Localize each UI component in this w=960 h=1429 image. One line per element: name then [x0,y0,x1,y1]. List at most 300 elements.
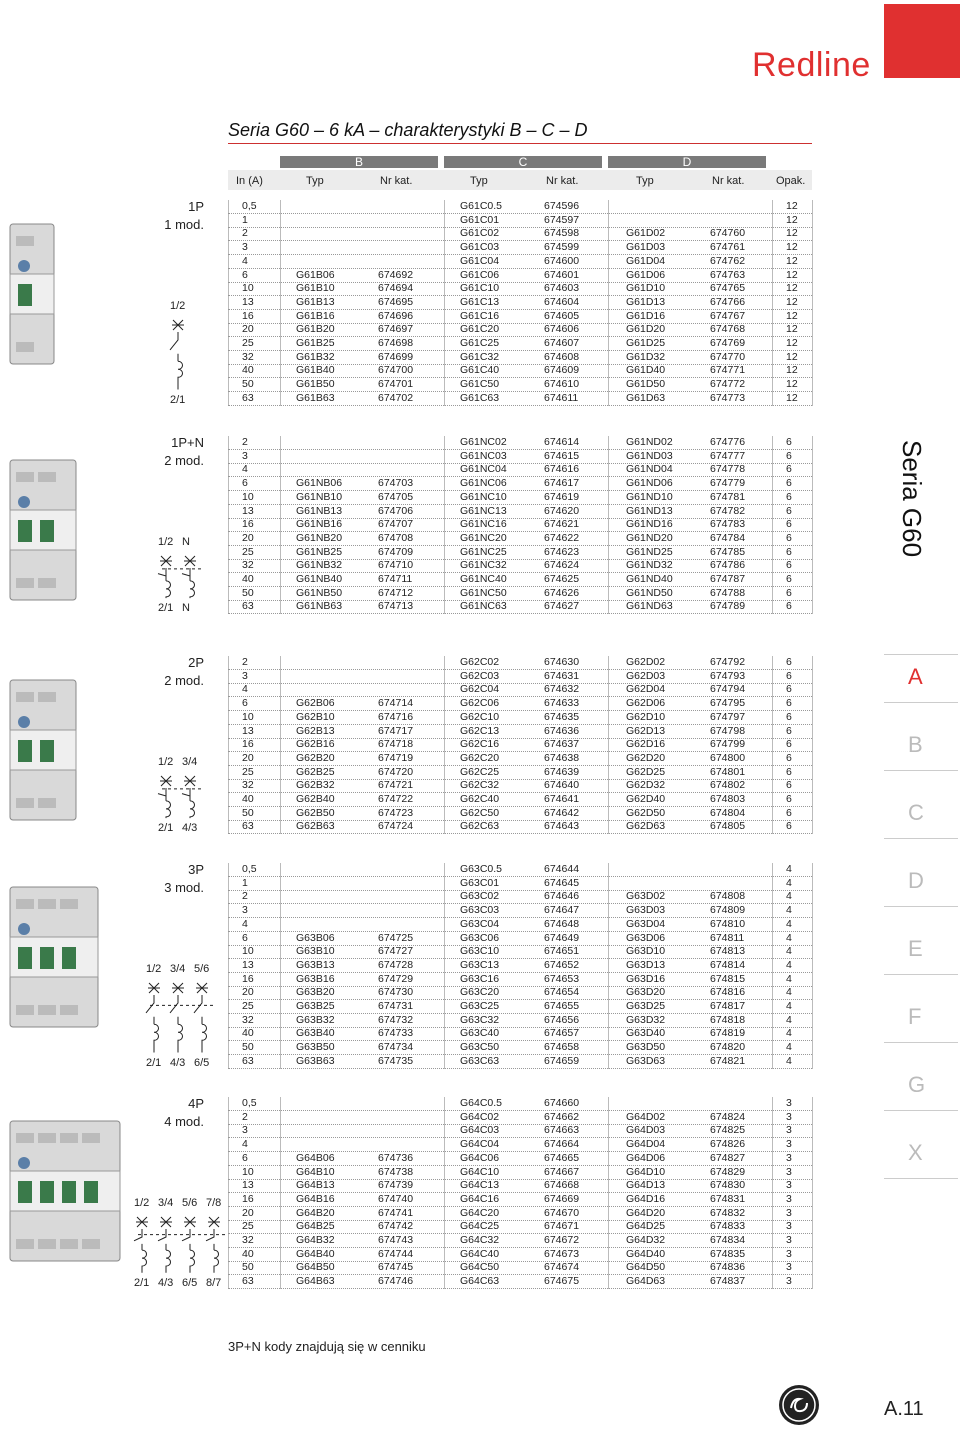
cell-d-nr: 674793 [710,669,746,682]
cell-c-nr: 674641 [544,793,580,805]
cell-c-nr: 674664 [544,1138,580,1151]
terminal-label-bottom: N [182,602,190,615]
cell-d-typ: G62D16 [626,738,666,751]
cell-c-nr: 674637 [544,738,580,751]
cell-d-typ: G62D20 [626,751,666,764]
terminal-label-bottom: 4/3 [182,822,198,835]
cell-d-nr: 674825 [710,1124,746,1137]
cell-b-typ: G63B10 [296,945,335,958]
cell-b-nr: 674707 [378,518,414,531]
cell-in: 4 [242,463,248,476]
cell-b-typ: G62B40 [296,793,335,805]
cell-b-typ: G64B63 [296,1275,335,1288]
cell-c-nr: 674659 [544,1054,580,1067]
cell-c-nr: 674655 [544,1000,580,1012]
cell-c-typ: G63C25 [460,1000,500,1012]
side-index-letter[interactable]: X [908,1140,923,1165]
table-row [228,766,812,780]
cell-in: 40 [242,1247,254,1260]
cell-d-nr: 674832 [710,1206,746,1219]
cell-opak: 6 [786,710,792,723]
cell-d-nr: 674777 [710,449,746,462]
cell-opak: 3 [786,1097,792,1109]
cell-d-nr: 674785 [710,545,746,558]
cell-d-typ: G61D10 [626,282,666,295]
cell-d-typ: G64D06 [626,1151,666,1164]
cell-in: 13 [242,1179,254,1192]
table-row [228,890,812,904]
cell-b-typ: G64B13 [296,1179,335,1192]
terminal-label-top: 3/4 [158,1197,174,1209]
cell-d-nr: 674761 [710,241,746,254]
side-index-letter[interactable]: F [908,1004,922,1029]
cell-in: 32 [242,779,254,792]
cell-in: 2 [242,656,248,668]
terminal-label-bottom: 2/1 [158,602,174,615]
cell-c-nr: 674631 [544,669,580,682]
cell-d-nr: 674760 [710,227,746,240]
cell-c-nr: 674658 [544,1041,580,1054]
cell-opak: 4 [786,945,792,958]
cell-b-typ: G63B25 [296,1000,335,1012]
cell-d-nr: 674773 [710,391,746,404]
cell-b-nr: 674727 [378,945,414,958]
cell-d-typ: G61ND06 [626,477,673,490]
cell-d-nr: 674770 [710,350,746,363]
cell-d-typ: G61D02 [626,227,666,240]
cell-opak: 4 [786,931,792,944]
cell-in: 2 [242,436,248,448]
cell-c-nr: 674621 [544,518,580,531]
terminal-label-bottom: 6/5 [182,1276,198,1289]
cell-opak: 12 [786,364,798,377]
table-row [228,518,812,532]
cell-in: 4 [242,683,248,696]
side-index-divider [884,1110,958,1111]
cell-d-typ: G62D32 [626,779,666,792]
cell-d-typ: G61D04 [626,254,666,267]
cell-c-nr: 674639 [544,765,580,778]
cell-c-nr: 674670 [544,1206,580,1219]
cell-d-nr: 674830 [710,1179,746,1192]
module-count: 2 mod. [164,673,204,688]
cell-d-typ: G62D10 [626,710,666,723]
cell-c-nr: 674614 [544,436,580,448]
terminal-label-top: 1/2 [146,963,162,975]
cell-b-typ: G61B16 [296,309,335,322]
side-index-divider [884,702,958,703]
cell-b-nr: 674743 [378,1234,414,1246]
side-index-divider [884,1178,958,1179]
table-row [228,1261,812,1275]
table-row [228,1041,812,1055]
cell-opak: 4 [786,917,792,930]
cell-c-nr: 674656 [544,1013,580,1026]
table-row [228,532,812,546]
cell-b-nr: 674736 [378,1151,414,1164]
cell-d-typ: G61D06 [626,268,666,281]
cell-b-typ: G61B13 [296,295,335,308]
cell-b-typ: G61B40 [296,364,335,377]
pole-type: 2P [188,655,204,670]
cell-opak: 4 [786,1027,792,1040]
cell-opak: 3 [786,1192,792,1205]
cell-d-typ: G64D32 [626,1234,666,1246]
cell-c-typ: G61C02 [460,227,500,240]
cell-d-nr: 674805 [710,820,746,833]
cell-c-nr: 674617 [544,477,580,490]
cell-d-typ: G64D02 [626,1110,666,1123]
side-index-divider [884,906,958,907]
cell-d-typ: G61D03 [626,241,666,254]
cell-opak: 6 [786,820,792,833]
cell-b-nr: 674717 [378,724,414,737]
cell-c-typ: G61C10 [460,282,500,295]
table-row [228,559,812,573]
cell-c-typ: G61NC25 [460,545,507,558]
cell-in: 3 [242,449,248,462]
cell-b-nr: 674729 [378,972,414,985]
cell-b-typ: G61B06 [296,268,335,281]
cell-d-nr: 674824 [710,1110,746,1123]
cell-b-typ: G62B06 [296,697,335,710]
cell-b-typ: G63B16 [296,972,335,985]
cell-d-typ: G61D32 [626,350,666,363]
cell-opak: 3 [786,1124,792,1137]
side-index-letter[interactable]: C [908,800,924,825]
cell-c-typ: G62C20 [460,751,500,764]
table-row [228,918,812,932]
cell-d-typ: G61D50 [626,378,666,391]
cell-d-nr: 674826 [710,1138,746,1151]
cell-d-nr: 674821 [710,1054,746,1067]
cell-b-nr: 674706 [378,504,414,517]
cell-opak: 6 [786,697,792,710]
module-count: 1 mod. [164,217,204,232]
table-row [228,546,812,560]
cell-b-nr: 674697 [378,323,414,336]
cell-opak: 12 [786,295,798,308]
cell-c-nr: 674608 [544,350,580,363]
cell-c-typ: G61NC13 [460,504,507,517]
cell-d-nr: 674799 [710,738,746,751]
cell-c-typ: G62C50 [460,806,500,819]
cell-b-nr: 674718 [378,738,414,751]
cell-d-typ: G61ND25 [626,545,673,558]
cell-d-typ: G64D40 [626,1247,666,1260]
cell-c-typ: G61C06 [460,268,500,281]
cell-c-nr: 674671 [544,1220,580,1233]
cell-c-nr: 674646 [544,890,580,903]
cell-in: 16 [242,309,254,322]
cell-d-nr: 674771 [710,364,746,377]
cell-in: 10 [242,1165,254,1178]
cell-d-typ: G63D02 [626,890,666,903]
table-row [228,450,812,464]
table-row [228,863,812,877]
cell-b-nr: 674705 [378,490,414,503]
cell-opak: 3 [786,1234,792,1246]
cell-b-nr: 674711 [378,573,413,585]
pole-label [120,198,204,234]
cell-c-nr: 674624 [544,559,580,572]
cell-d-typ: G63D50 [626,1041,666,1054]
cell-c-typ: G62C03 [460,669,500,682]
cell-c-typ: G63C03 [460,904,500,917]
table-row [228,932,812,946]
side-index-letter[interactable]: G [908,1072,926,1097]
cell-c-typ: G64C63 [460,1275,500,1288]
cell-opak: 4 [786,958,792,971]
table-row [228,725,812,739]
cell-opak: 6 [786,656,792,668]
cell-b-nr: 674708 [378,531,414,544]
cell-c-nr: 674648 [544,917,580,930]
page-number: A.11 [884,1398,924,1420]
table-row [228,269,812,283]
cell-in: 20 [242,986,254,999]
cell-opak: 3 [786,1275,792,1288]
cell-b-typ: G61NB06 [296,477,343,490]
cell-in: 63 [242,600,254,613]
side-index-letter[interactable]: B [908,732,923,757]
cell-c-typ: G62C13 [460,724,500,737]
cell-in: 32 [242,1234,254,1246]
page-title: Seria G60 – 6 kA – charakterystyki B – C – D [228,120,588,140]
cell-opak: 6 [786,683,792,696]
cell-c-typ: G63C10 [460,945,500,958]
cell-b-typ: G61NB16 [296,518,343,531]
terminal-label-top: 3/4 [170,963,186,975]
col-header-nr-c: Nr kat. [546,175,579,187]
cell-c-typ: G61NC03 [460,449,507,462]
cell-in: 13 [242,724,254,737]
table-row [228,255,812,269]
cell-b-nr: 674731 [378,1000,414,1012]
cell-opak: 6 [786,751,792,764]
cell-c-nr: 674610 [544,378,580,391]
cell-d-nr: 674837 [710,1275,746,1288]
cell-b-nr: 674721 [378,779,414,792]
cell-in: 2 [242,890,248,903]
breaker-image-icon [6,678,82,828]
table-row [228,1207,812,1221]
col-header-nr-b: Nr kat. [380,175,413,187]
cell-d-nr: 674788 [710,586,746,599]
cell-d-typ: G62D25 [626,765,666,778]
cell-b-nr: 674716 [378,710,414,723]
cell-opak: 6 [786,518,792,531]
cell-in: 50 [242,1041,254,1054]
cell-c-typ: G62C63 [460,820,500,833]
cell-in: 13 [242,958,254,971]
cell-d-nr: 674819 [710,1027,746,1040]
circuit-symbol-icon [144,979,226,1055]
cell-b-typ: G62B63 [296,820,335,833]
cell-in: 4 [242,917,248,930]
cell-d-nr: 674794 [710,683,746,696]
cell-opak: 6 [786,531,792,544]
cell-opak: 3 [786,1165,792,1178]
cell-c-typ: G64C25 [460,1220,500,1233]
cell-d-nr: 674801 [710,765,746,778]
cell-d-nr: 674797 [710,710,746,723]
cell-opak: 12 [786,213,798,226]
cell-d-nr: 674827 [710,1151,746,1164]
table-row [228,738,812,752]
table-row [228,752,812,766]
cell-b-nr: 674742 [378,1220,414,1233]
cell-d-nr: 674817 [710,1000,746,1012]
cell-b-nr: 674744 [378,1247,414,1260]
cell-c-typ: G64C10 [460,1165,500,1178]
table-row [228,904,812,918]
cell-d-typ: G62D63 [626,820,666,833]
cell-c-typ: G62C32 [460,779,500,792]
cell-d-typ: G61D25 [626,337,666,349]
cell-in: 20 [242,1206,254,1219]
cell-c-typ: G61NC10 [460,490,507,503]
cell-d-typ: G62D04 [626,683,666,696]
cell-d-nr: 674802 [710,779,746,792]
cell-opak: 12 [786,282,798,295]
cell-in: 3 [242,904,248,917]
group-header-b: B [280,156,438,168]
cell-b-typ: G64B20 [296,1206,335,1219]
cell-opak: 3 [786,1138,792,1151]
cell-d-typ: G61ND10 [626,490,673,503]
cell-in: 2 [242,227,248,240]
cell-d-nr: 674804 [710,806,746,819]
cell-c-nr: 674647 [544,904,580,917]
table-row [228,200,812,214]
cell-d-nr: 674818 [710,1013,746,1026]
cell-d-nr: 674769 [710,337,746,349]
cell-opak: 6 [786,793,792,805]
cell-d-typ: G61ND04 [626,463,673,476]
brand-title: Redline [752,46,871,84]
cell-b-nr: 674712 [378,586,414,599]
table-row [228,600,812,614]
table-row [228,1220,812,1234]
table-row [228,1152,812,1166]
side-index-letter[interactable]: E [908,936,923,961]
cell-b-typ: G62B50 [296,806,335,819]
cell-opak: 4 [786,1013,792,1026]
cell-d-nr: 674831 [710,1192,746,1205]
cell-d-nr: 674820 [710,1041,746,1054]
terminal-label-bottom: 6/5 [194,1056,210,1069]
cell-d-nr: 674779 [710,477,746,490]
cell-in: 0,5 [242,863,257,875]
cell-c-nr: 674649 [544,931,580,944]
pole-label [120,1095,204,1131]
terminal-label-top: 5/6 [182,1197,198,1209]
cell-c-nr: 674660 [544,1097,580,1109]
cell-c-nr: 674668 [544,1179,580,1192]
cell-c-nr: 674674 [544,1261,580,1274]
terminal-label-top: 1/2 [158,536,174,548]
cell-in: 6 [242,268,248,281]
cell-in: 63 [242,1275,254,1288]
cell-d-typ: G61ND02 [626,436,673,448]
cell-d-typ: G63D32 [626,1013,666,1026]
cell-c-nr: 674604 [544,295,580,308]
cell-in: 3 [242,1124,248,1137]
cell-d-nr: 674786 [710,559,746,572]
cell-in: 13 [242,295,254,308]
side-index-letter[interactable]: A [908,664,923,689]
cell-b-nr: 674722 [378,793,414,805]
module-count: 2 mod. [164,453,204,468]
cell-d-nr: 674815 [710,972,746,985]
breaker-image-icon [6,458,82,608]
footnote: 3P+N kody znajdują się w cenniku [228,1339,426,1354]
cell-in: 6 [242,477,248,490]
cell-opak: 6 [786,586,792,599]
cell-d-nr: 674778 [710,463,746,476]
cell-c-typ: G63C02 [460,890,500,903]
cell-b-nr: 674725 [378,931,414,944]
cell-opak: 3 [786,1151,792,1164]
cell-in: 50 [242,1261,254,1274]
cell-b-typ: G62B20 [296,751,335,764]
cell-c-typ: G63C0.5 [460,863,503,875]
cell-in: 32 [242,559,254,572]
cell-c-nr: 674669 [544,1192,580,1205]
cell-opak: 6 [786,779,792,792]
column-divider [812,863,813,1069]
cell-c-typ: G61NC20 [460,531,507,544]
cell-in: 25 [242,1220,254,1233]
cell-d-typ: G63D13 [626,958,666,971]
cell-b-nr: 674713 [378,600,414,613]
cell-c-nr: 674627 [544,600,580,613]
cell-d-nr: 674765 [710,282,746,295]
side-index-letter[interactable]: D [908,868,924,893]
cell-opak: 4 [786,1041,792,1054]
cell-c-nr: 674663 [544,1124,580,1137]
cell-c-typ: G63C01 [460,876,500,889]
col-header-in: In (A) [236,175,263,187]
cell-b-typ: G62B16 [296,738,335,751]
cell-d-typ: G63D03 [626,904,666,917]
cell-opak: 6 [786,724,792,737]
cell-b-typ: G61B50 [296,378,335,391]
cell-b-nr: 674702 [378,391,414,404]
table-row [228,1097,812,1111]
cell-opak: 3 [786,1206,792,1219]
terminal-label-top: 1/2 [134,1197,150,1209]
pole-type: 3P [188,862,204,877]
cell-d-typ: G63D04 [626,917,666,930]
cell-b-nr: 674746 [378,1275,414,1288]
cell-opak: 3 [786,1110,792,1123]
module-count: 3 mod. [164,880,204,895]
table-row [228,793,812,807]
breaker-image-icon [6,885,104,1035]
cell-c-nr: 674626 [544,586,580,599]
cell-opak: 4 [786,904,792,917]
cell-d-typ: G61D20 [626,323,666,336]
cell-b-typ: G61B32 [296,350,335,363]
cell-c-nr: 674665 [544,1151,580,1164]
cell-d-typ: G62D50 [626,806,666,819]
cell-b-typ: G63B63 [296,1054,335,1067]
cell-c-typ: G63C32 [460,1013,500,1026]
cell-opak: 6 [786,559,792,572]
cell-in: 25 [242,337,254,349]
